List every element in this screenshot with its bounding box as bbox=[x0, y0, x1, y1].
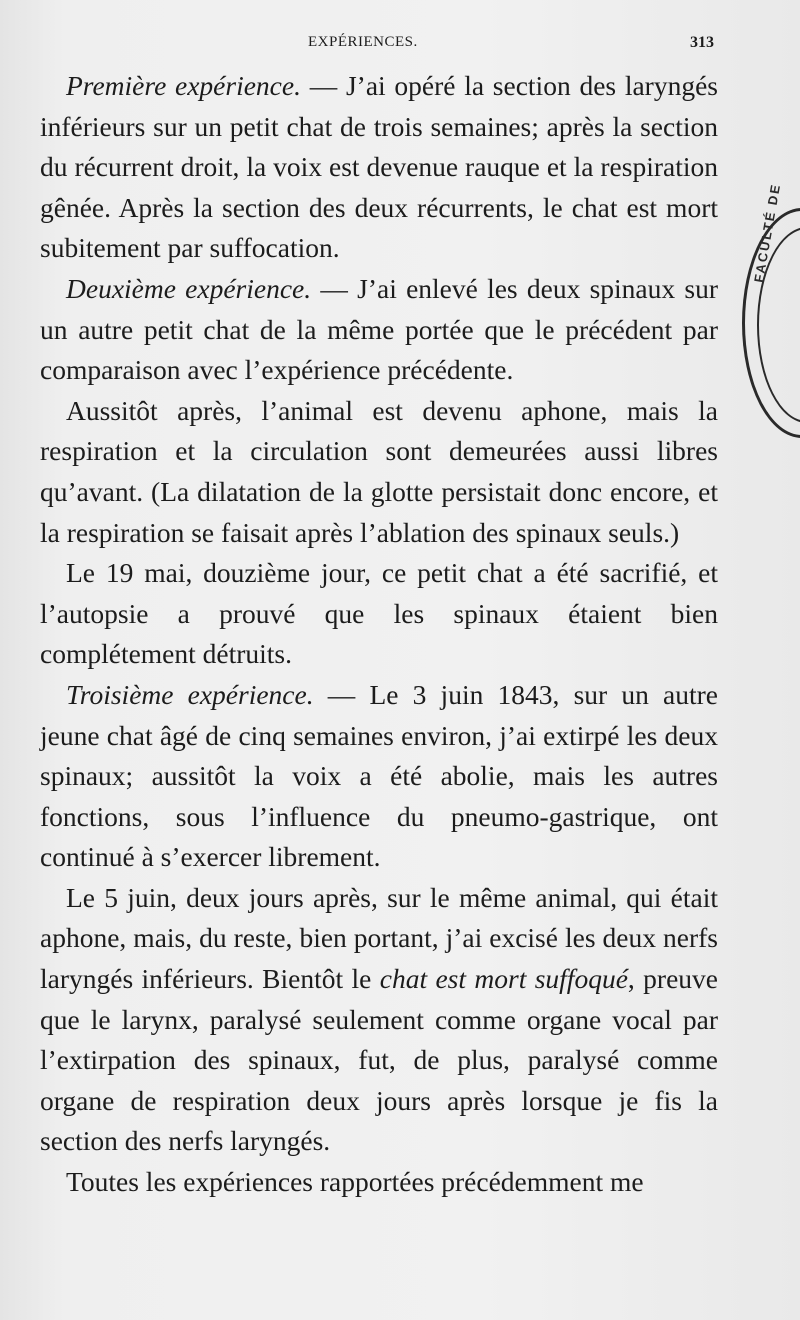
running-title: EXPÉRIENCES. bbox=[308, 34, 418, 50]
library-stamp bbox=[742, 181, 800, 438]
experiment-heading: Deuxième expérience. bbox=[66, 272, 312, 304]
experiment-heading: Première expérience. bbox=[66, 70, 301, 101]
paragraph-third-experiment bbox=[40, 675, 718, 878]
running-head bbox=[0, 34, 800, 58]
paragraph-second-experiment bbox=[40, 269, 718, 391]
paragraph-text: — Le 3 juin 1843, sur un autre jeune chat âgé de cinq semaines environ, j’ai extirpé les deux spinaux; aussitôt la voix a été abolie, mais les autres fonctions, sous l’influence du pneumo-gastrique, ont continué à s’exercer librement. bbox=[40, 678, 718, 873]
page-number: 313 bbox=[690, 34, 714, 51]
paragraph bbox=[40, 1162, 718, 1203]
paragraph bbox=[40, 391, 718, 553]
paragraph-text: — J’ai enlevé les deux spinaux sur un autre petit chat de la même portée que le précédent par comparaison avec l’expérience précédente. bbox=[40, 272, 718, 386]
stamp-text: FACULTÉ DE bbox=[751, 181, 784, 284]
paragraph-text: , preuve que le larynx, paralysé seulement comme organe vocal par l’extirpation des spinaux, fut, de plus, paralysé comme organe de respiration deux jours après lorsque je fis la section des nerfs laryngés. bbox=[40, 963, 718, 1157]
experiment-heading: Troisième expérience. bbox=[66, 678, 314, 710]
paragraph-text: Le 5 juin, deux jours après, sur le même animal, qui était aphone, mais, du reste, bien portant, j’ai excisé les deux nerfs laryngés inférieurs. Bientôt le bbox=[40, 881, 718, 995]
paragraph-text: Le 19 mai, douzième jour, ce petit chat a été sacrifié, et l’autopsie a prouvé que les spinaux étaient bien complétement détruits. bbox=[40, 557, 718, 670]
paragraph-first-experiment bbox=[40, 66, 718, 269]
paragraph bbox=[40, 553, 718, 675]
paragraph-text: Aussitôt après, l’animal est devenu aphone, mais la respiration et la circulation sont demeurées aussi libres qu’avant. (La dilatation de la glotte persistait donc encore, et la respiration se faisait après l’ablation des spinaux seuls.) bbox=[40, 394, 718, 548]
paragraph-text: Toutes les expériences rapportées précédemment me bbox=[66, 1166, 644, 1198]
paragraph-text: — J’ai opéré la section des laryngés inférieurs sur un petit chat de trois semaines; après la section du récurrent droit, la voix est devenue rauque et la respiration gênée. Après la section des deux récurrents, le chat est mort subitement par suffocation. bbox=[40, 70, 719, 264]
paragraph bbox=[40, 878, 718, 1162]
emphasis-text: chat est mort suffoqué bbox=[379, 963, 628, 995]
body-text bbox=[40, 66, 718, 1203]
